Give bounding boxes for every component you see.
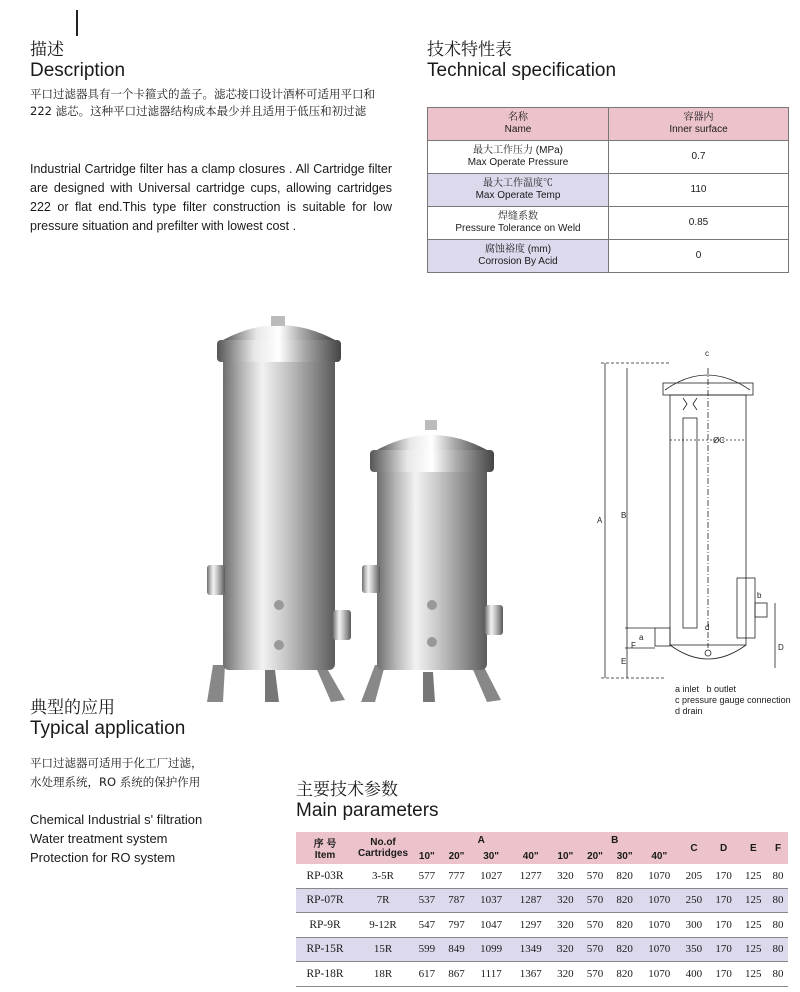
params-cell: 570 — [580, 913, 610, 938]
params-cell: 170 — [709, 864, 739, 888]
params-head-D: D — [709, 832, 739, 864]
dim-A-label: A — [597, 516, 603, 525]
params-cell: 1287 — [511, 888, 551, 913]
spec-row-cn: 最大工作温度℃ — [483, 178, 553, 189]
spec-row-cn: 最大工作压力 (MPa) — [473, 145, 563, 156]
params-cell: 300 — [679, 913, 709, 938]
spec-head-val-en: Inner surface — [669, 124, 728, 135]
application-line-cn: 水处理系统，RO 系统的保护作用 — [30, 775, 201, 789]
params-cell: 820 — [610, 888, 640, 913]
spec-row-value: 110 — [609, 174, 789, 207]
spec-head-val-cn: 容器内 — [683, 112, 714, 123]
params-head-C: C — [679, 832, 709, 864]
params-cell: 170 — [709, 913, 739, 938]
spec-row — [428, 207, 789, 240]
params-cell: 18R — [354, 962, 412, 987]
params-title-en: Main parameters — [296, 800, 439, 821]
params-head-item-cn: 序 号 — [313, 839, 337, 850]
params-item-cell: RP-07R — [296, 888, 354, 913]
params-cell: 849 — [442, 937, 472, 962]
params-cell: 1297 — [511, 913, 551, 938]
spec-row — [428, 174, 789, 207]
params-item-cell: RP-18R — [296, 962, 354, 987]
params-cell: 80 — [768, 888, 788, 913]
params-cell: 125 — [738, 962, 768, 987]
tall-housing — [207, 316, 351, 702]
params-cell: 537 — [412, 888, 442, 913]
params-cell: 1070 — [640, 864, 680, 888]
spec-row-en: Corrosion By Acid — [478, 256, 558, 267]
drawing-legend — [675, 684, 791, 717]
params-cell: 1367 — [511, 962, 551, 987]
params-cell: 1070 — [640, 937, 680, 962]
label-b: b — [757, 591, 762, 600]
dim-D-label: D — [778, 643, 784, 652]
main-parameters-table — [296, 832, 788, 987]
spec-row-en: Pressure Tolerance on Weld — [455, 223, 581, 234]
params-cell: 250 — [679, 888, 709, 913]
params-cell: 787 — [442, 888, 472, 913]
application-title-cn: 典型的应用 — [30, 698, 115, 718]
params-cell: 350 — [679, 937, 709, 962]
params-cell: 205 — [679, 864, 709, 888]
params-cell: 1027 — [471, 864, 511, 888]
dim-F-label: F — [631, 641, 636, 650]
spec-row-cn: 腐蚀裕度 (mm) — [484, 244, 552, 255]
params-cell: 1117 — [471, 962, 511, 987]
params-head-F: F — [768, 832, 788, 864]
params-item-cell: RP-03R — [296, 864, 354, 888]
spec-row-en: Max Operate Pressure — [467, 157, 569, 168]
params-cell: 320 — [551, 913, 581, 938]
params-head-cart-2: Cartridges — [357, 848, 408, 859]
params-cell: 577 — [412, 864, 442, 888]
tech-title-cn: 技术特性表 — [427, 40, 512, 60]
dim-C-label: ØC — [713, 436, 725, 445]
params-cell: 320 — [551, 962, 581, 987]
params-size: 20" — [580, 848, 610, 864]
params-head-B: B — [551, 832, 680, 848]
params-cell: 320 — [551, 937, 581, 962]
params-cell: 80 — [768, 913, 788, 938]
label-a: a — [639, 633, 644, 642]
params-size: 30" — [610, 848, 640, 864]
params-head-cart-1: No.of — [370, 837, 396, 848]
filter-housings-photo — [195, 310, 505, 710]
params-cell: 867 — [442, 962, 472, 987]
application-list-cn — [30, 754, 203, 792]
params-cell: 820 — [610, 913, 640, 938]
params-item-cell: RP-9R — [296, 913, 354, 938]
params-cell: 820 — [610, 962, 640, 987]
params-head-A: A — [412, 832, 551, 848]
params-cell: 820 — [610, 864, 640, 888]
params-item-cell: RP-15R — [296, 937, 354, 962]
params-cell: 570 — [580, 937, 610, 962]
description-text-cn: 平口过滤器具有一个卡箍式的盖子。滤芯接口设计酒杯可适用平口和 222 滤芯。这种平口过滤器结构成本最少并且适用于低压和初过滤 — [30, 87, 375, 118]
params-header-row — [296, 832, 788, 848]
description-text-en: Industrial Cartridge filter has a clamp closures . All Cartridge filter are designed with Universal cartridge cups, allowing cartridges 222 or flat end.This type filter construction is suitable for low pressure situation and prefilter with lowest cost . — [30, 162, 392, 233]
params-cell: 125 — [738, 864, 768, 888]
params-cell: 797 — [442, 913, 472, 938]
spec-row — [428, 240, 789, 273]
description-title-cn: 描述 — [30, 40, 64, 60]
params-cell: 170 — [709, 888, 739, 913]
legend-line: a inlet b outlet — [675, 684, 737, 694]
params-cell: 1277 — [511, 864, 551, 888]
params-cell: 3-5R — [354, 864, 412, 888]
params-cell: 1070 — [640, 962, 680, 987]
header-bar — [76, 10, 78, 36]
application-title-en: Typical application — [30, 718, 186, 739]
params-cell: 1037 — [471, 888, 511, 913]
spec-row-en: Max Operate Temp — [475, 190, 561, 201]
params-head-E: E — [738, 832, 768, 864]
params-cell: 1099 — [471, 937, 511, 962]
params-body — [296, 864, 788, 986]
params-cell: 570 — [580, 864, 610, 888]
params-cell: 320 — [551, 888, 581, 913]
params-cell: 617 — [412, 962, 442, 987]
drawing-labels — [597, 349, 784, 666]
params-cell: 125 — [738, 937, 768, 962]
params-row — [296, 913, 788, 938]
params-row — [296, 888, 788, 913]
tech-title-en: Technical specification — [427, 60, 617, 81]
params-size: 40" — [511, 848, 551, 864]
params-cell: 15R — [354, 937, 412, 962]
application-line-en: Chemical Industrial s' filtration — [30, 812, 203, 827]
label-c: c — [705, 349, 709, 358]
params-cell: 170 — [709, 962, 739, 987]
label-d: d — [705, 623, 710, 632]
params-cell: 80 — [768, 962, 788, 987]
dim-B-label: B — [621, 511, 627, 520]
description-title-en: Description — [30, 60, 126, 81]
tech-spec-table — [427, 107, 789, 273]
params-cell: 1070 — [640, 913, 680, 938]
params-cell: 777 — [442, 864, 472, 888]
technical-drawing — [595, 348, 795, 688]
params-size: 30" — [471, 848, 511, 864]
params-size: 10" — [551, 848, 581, 864]
params-size: 20" — [442, 848, 472, 864]
application-line-en: Water treatment system — [30, 831, 168, 846]
params-cell: 820 — [610, 937, 640, 962]
legend-line: c pressure gauge connection — [675, 695, 791, 705]
legend-line: d drain — [675, 706, 703, 716]
params-title-cn: 主要技术参数 — [296, 780, 398, 800]
spec-head-name-en: Name — [504, 124, 532, 135]
spec-row — [428, 141, 789, 174]
drawing-body — [601, 363, 775, 678]
params-cell: 80 — [768, 937, 788, 962]
application-list-en — [30, 810, 202, 867]
params-cell: 7R — [354, 888, 412, 913]
params-size: 10" — [412, 848, 442, 864]
params-row — [296, 962, 788, 987]
spec-row-value: 0.85 — [609, 207, 789, 240]
params-cell: 547 — [412, 913, 442, 938]
params-cell: 1047 — [471, 913, 511, 938]
params-cell: 570 — [580, 962, 610, 987]
params-cell: 1070 — [640, 888, 680, 913]
spec-header-row — [428, 108, 789, 141]
short-housing — [361, 420, 503, 702]
params-cell: 400 — [679, 962, 709, 987]
params-cell: 80 — [768, 864, 788, 888]
params-row — [296, 864, 788, 888]
params-cell: 170 — [709, 937, 739, 962]
dim-E-label: E — [621, 657, 627, 666]
application-line-en: Protection for RO system — [30, 850, 176, 865]
params-cell: 9-12R — [354, 913, 412, 938]
params-cell: 320 — [551, 864, 581, 888]
spec-row-value: 0.7 — [609, 141, 789, 174]
params-cell: 125 — [738, 888, 768, 913]
params-cell: 125 — [738, 913, 768, 938]
params-cell: 599 — [412, 937, 442, 962]
params-cell: 1349 — [511, 937, 551, 962]
spec-row-value: 0 — [609, 240, 789, 273]
spec-row-cn: 焊缝系数 — [498, 211, 538, 222]
params-row — [296, 937, 788, 962]
spec-head-name-cn: 名称 — [508, 112, 528, 123]
params-cell: 570 — [580, 888, 610, 913]
application-line-cn: 平口过滤器可适用于化工厂过滤， — [30, 756, 203, 770]
params-head-item-en: Item — [314, 850, 336, 861]
params-size: 40" — [640, 848, 680, 864]
